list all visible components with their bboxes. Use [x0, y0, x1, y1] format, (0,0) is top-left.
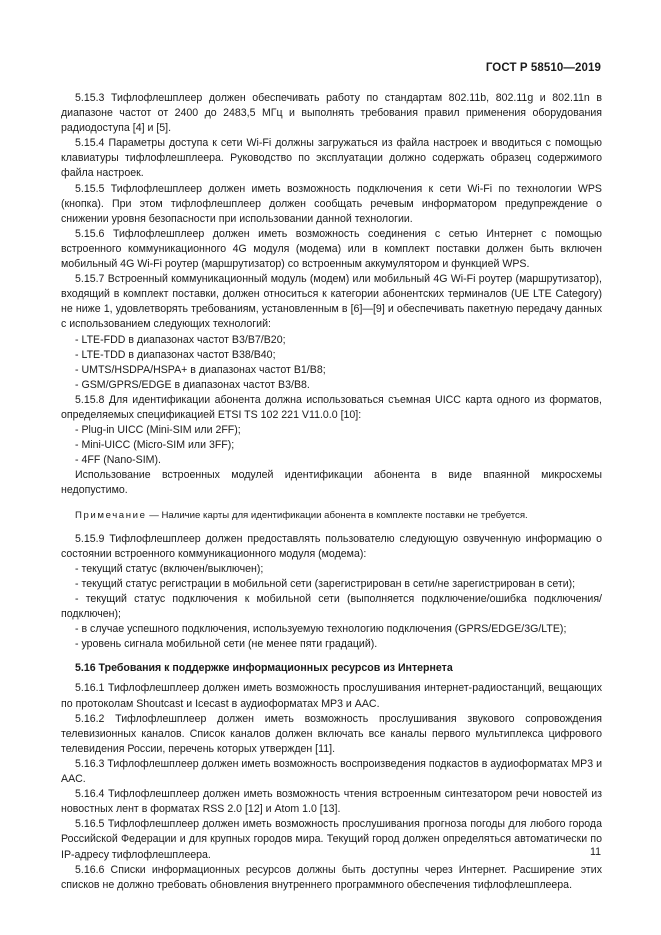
list-item-status: - уровень сигнала мобильной сети (не менее пяти градаций). — [75, 638, 378, 651]
list-item-status: - текущий статус регистрации в мобильной сети (зарегистрирован в сети/не зарегистрирован в сети); — [75, 577, 576, 590]
list-item-tech: - GSM/GPRS/EDGE в диапазонах частот B3/B8. — [75, 378, 310, 391]
note-label: Примечание — [75, 509, 147, 521]
note — [61, 508, 602, 523]
paragraph-embedded-modules: Использование встроенных модулей идентификации абонента в виде впаянной микросхемы недопустимо. — [61, 469, 602, 497]
paragraph-5-15-9: 5.15.9 Тифлофлешплеер должен предоставлять пользователю следующую озвученную информацию о состоянии встроенного коммуникационного модуля (модема): — [61, 532, 602, 560]
paragraph-5-16-1: 5.16.1 Тифлофлешплеер должен иметь возможность прослушивания интернет-радиостанций, вещающих по протоколам Shoutcast и Icecast в аудиоформатах MP3 и AAC. — [61, 682, 602, 710]
section-heading-5-16: 5.16 Требования к поддержке информационных ресурсов из Интернета — [75, 662, 453, 675]
list-item-status: - в случае успешного подключения, используемую технологию подключения (GPRS/EDGE/3G/LTE); — [75, 623, 567, 636]
list-item-sim: - Mini-UICC (Micro-SIM или 3FF); — [75, 439, 235, 452]
document-header: ГОСТ Р 58510—2019 — [485, 62, 601, 74]
paragraph-5-15-3: 5.15.3 Тифлофлешплеер должен обеспечивать работу по стандартам 802.11b, 802.11g и 802.11n в диапазоне частот от 2400 до 2483,5 МГц и выполнять требования правил применения оборудования радиодоступа [4] и [5]. — [61, 92, 602, 135]
paragraph-5-15-8: 5.15.8 Для идентификации абонента должна использоваться съемная UICC карта одного из форматов, определяемых спецификацией ETSI TS 102 221 V11.0.0 [10]: — [61, 393, 602, 421]
paragraph-5-15-5: 5.15.5 Тифлофлешплеер должен иметь возможность подключения к сети Wi-Fi по технологии WPS (кнопка). При этом тифлофлешплеер должен сообщать речевым информатором предупреждение о снижении уровня безопасности при использовании данной технологии. — [61, 182, 602, 225]
paragraph-5-16-5: 5.16.5 Тифлофлешплеер должен иметь возможность прослушивания прогноза погоды для любого города Российской Федерации и для крупных городов мира. Текущий город должен определяться автоматически по IP-адресу тифлофлешплеера. — [61, 818, 602, 861]
paragraph-5-15-4: 5.15.4 Параметры доступа к сети Wi-Fi должны загружаться из файла настроек и вводиться с помощью клавиатуры тифлофлешплеера. Руководство по эксплуатации должно содержать образец содержимого файла настроек. — [61, 137, 602, 180]
page-number: 11 — [590, 846, 601, 858]
paragraph-5-16-6: 5.16.6 Списки информационных ресурсов должны быть доступны через Интернет. Расширение этих списков не должно требовать обновления внутреннего программного обеспечения тифлофлешплеера. — [61, 863, 602, 891]
paragraph-5-16-4: 5.16.4 Тифлофлешплеер должен иметь возможность чтения встроенным синтезатором речи новостей из новостных лент в форматах RSS 2.0 [12] и Atom 1.0 [13]. — [61, 788, 602, 816]
page-body — [61, 91, 602, 893]
list-item-status: - текущий статус (включен/выключен); — [75, 562, 264, 575]
note-text: — Наличие карты для идентификации абонента в комплекте поставки не требуется. — [146, 509, 528, 521]
paragraph-5-16-2: 5.16.2 Тифлофлешплеер должен иметь возможность прослушивания звукового сопровождения телевизионных каналов. Список каналов должен включать все каналы первого мультиплекса цифрового телевидения России, перечень которых утвержден [11]. — [61, 712, 602, 755]
paragraph-5-15-7: 5.15.7 Встроенный коммуникационный модуль (модем) или мобильный 4G Wi-Fi роутер (маршрутизатор), входящий в комплект поставки, должен относиться к категории абонентских терминалов (UE LTE Category) не ниже 1, удовлетворять требованиям, установленным в [6]—[9] и обеспечивать пакетную передачу данных с использованием следующих технологий: — [61, 273, 602, 331]
list-item-tech: - UMTS/HSDPA/HSPA+ в диапазонах частот B1/B8; — [75, 363, 326, 376]
list-item-tech: - LTE-TDD в диапазонах частот B38/B40; — [75, 348, 276, 361]
paragraph-5-15-6: 5.15.6 Тифлофлешплеер должен иметь возможность соединения с сетью Интернет с помощью встроенного коммуникационного 4G модуля (модема) или в комплект поставки должен быть включен мобильный 4G Wi-Fi роутер (маршрутизатор) со встроенным аккумулятором и функцией WPS. — [61, 227, 602, 271]
list-item-status: - текущий статус подключения к мобильной сети (выполняется подключение/ошибка подключения/подключен); — [61, 593, 602, 621]
paragraph-5-16-3: 5.16.3 Тифлофлешплеер должен иметь возможность воспроизведения подкастов в аудиоформатах MP3 и AAC. — [61, 757, 602, 786]
list-item-tech: - LTE-FDD в диапазонах частот B3/B7/B20; — [75, 333, 286, 346]
list-item-sim: - Plug-in UICC (Mini-SIM или 2FF); — [75, 424, 241, 437]
list-item-sim: - 4FF (Nano-SIM). — [75, 454, 161, 467]
